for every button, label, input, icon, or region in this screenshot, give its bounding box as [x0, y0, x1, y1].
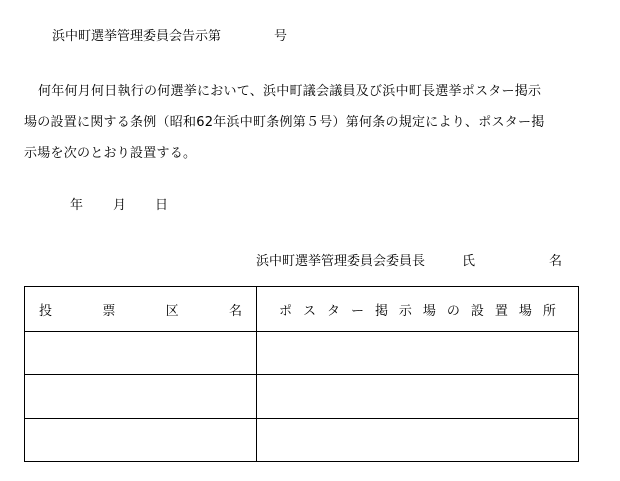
header-char: 設: [470, 303, 484, 319]
header-poster-location: [257, 287, 579, 332]
header-char: 示: [398, 303, 412, 319]
header-poster-location-text: [257, 300, 578, 319]
header-char: 置: [494, 303, 508, 319]
location-cell: [257, 418, 579, 461]
district-cell: [25, 418, 257, 461]
body-text-line-1: 何年何月何日執行の何選挙において、浜中町議会議員及び浜中町長選挙ポスター掲示: [38, 84, 542, 99]
location-cell: [257, 332, 579, 375]
signer-shi-label: 氏: [462, 254, 476, 269]
table-row: [25, 418, 579, 461]
district-cell: [25, 332, 257, 375]
notice-number-label: 号: [274, 29, 288, 44]
header-char: 投: [39, 303, 53, 319]
table-row: [25, 332, 579, 375]
date-month-label: 月: [113, 198, 127, 213]
polling-location-table: [24, 286, 579, 462]
district-cell: [25, 375, 257, 418]
header-char: 票: [102, 303, 116, 319]
table-row: [25, 375, 579, 418]
header-char: 名: [228, 303, 242, 319]
location-cell: [257, 375, 579, 418]
header-char: 場: [518, 303, 532, 319]
table-header-row: [25, 287, 579, 332]
header-char: 掲: [374, 303, 388, 319]
header-char: 区: [165, 303, 179, 319]
header-char: ス: [302, 303, 316, 319]
header-char: 場: [422, 303, 436, 319]
signer-mei-label: 名: [549, 254, 563, 269]
header-char: の: [446, 303, 460, 319]
header-char: 所: [542, 303, 556, 319]
header-polling-district-text: [25, 300, 256, 319]
notice-title: 浜中町選挙管理委員会告示第: [52, 29, 222, 44]
header-char: タ: [326, 303, 340, 319]
body-text-line-2: 場の設置に関する条例（昭和62年浜中町条例第５号）第何条の規定により、ポスター掲: [24, 115, 545, 130]
signer-title: 浜中町選挙管理委員会委員長: [256, 254, 426, 269]
header-char: ポ: [279, 303, 293, 319]
header-polling-district: [25, 287, 257, 332]
body-text-line-3: 示場を次のとおり設置する。: [24, 146, 197, 161]
header-char: ー: [350, 303, 364, 319]
date-year-label: 年: [70, 198, 84, 213]
date-day-label: 日: [155, 198, 169, 213]
